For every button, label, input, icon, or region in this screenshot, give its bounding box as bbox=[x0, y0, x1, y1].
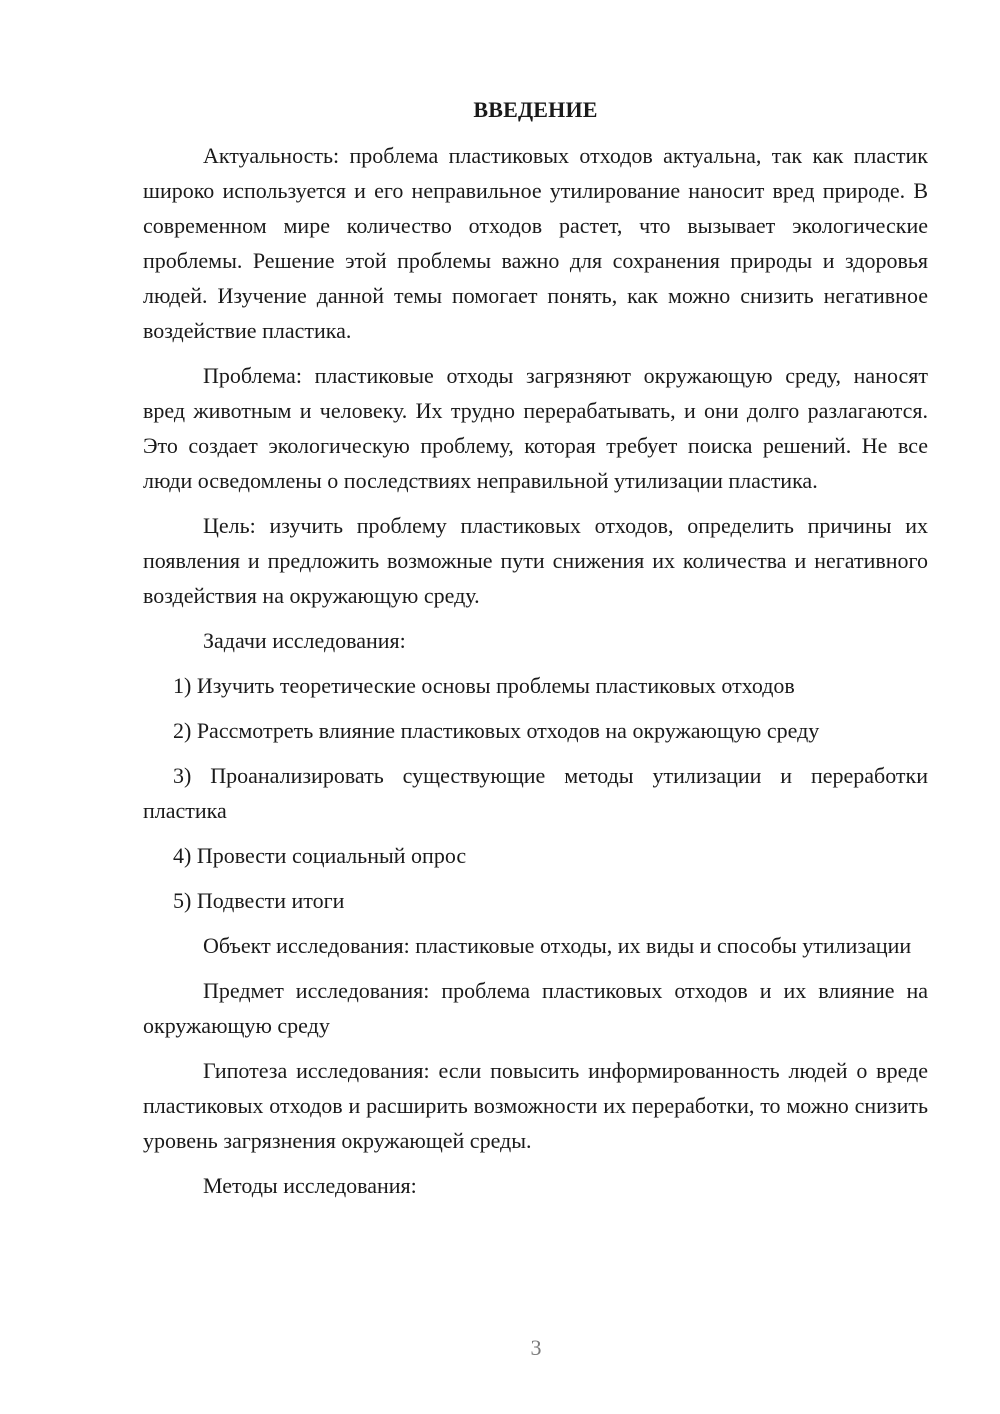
task-item-2: 2) Рассмотреть влияние пластиковых отходов на окружающую среду bbox=[173, 718, 820, 743]
task-item-1: 1) Изучить теоретические основы проблемы пластиковых отходов bbox=[173, 673, 795, 698]
section-heading: ВВЕДЕНИЕ bbox=[473, 97, 598, 122]
methods-paragraph: Методы исследования: bbox=[203, 1173, 417, 1198]
subject-paragraph: Предмет исследования: проблема пластиковых отходов и их влияние на окружающую среду bbox=[143, 978, 928, 1038]
tasks-intro: Задачи исследования: bbox=[203, 628, 406, 653]
page-content bbox=[143, 96, 928, 1213]
task-item-5: 5) Подвести итоги bbox=[173, 888, 345, 913]
goal-paragraph: Цель: изучить проблему пластиковых отходов, определить причины их появления и предложить возможные пути снижения их количества и негативного воздействия на окружающую среду. bbox=[143, 513, 928, 608]
relevance-paragraph: Актуальность: проблема пластиковых отходов актуальна, так как пластик широко используется и его неправильное утилирование наносит вред природе. В современном мире количество отходов растет, что вызывает экологические проблемы. Решение этой проблемы важно для сохранения природы и здоровья людей. Изучение данной темы помогает понять, как можно снизить негативное воздействие пластика. bbox=[143, 143, 928, 343]
task-item-4: 4) Провести социальный опрос bbox=[173, 843, 467, 868]
task-item-3: 3) Проанализировать существующие методы утилизации и переработки пластика bbox=[143, 763, 928, 823]
object-paragraph: Объект исследования: пластиковые отходы, их виды и способы утилизации bbox=[203, 933, 912, 958]
problem-paragraph: Проблема: пластиковые отходы загрязняют окружающую среду, наносят вред животным и человеку. Их трудно перерабатывать, и они долго разлагаются. Это создает экологическую проблему, которая требует поиска решений. Не все люди осведомлены о последствиях неправильной утилизации пластика. bbox=[143, 363, 928, 493]
page-number: 3 bbox=[530, 1335, 542, 1360]
hypothesis-paragraph: Гипотеза исследования: если повысить информированность людей о вреде пластиковых отходов и расширить возможности их переработки, то можно снизить уровень загрязнения окружающей среды. bbox=[143, 1058, 928, 1153]
